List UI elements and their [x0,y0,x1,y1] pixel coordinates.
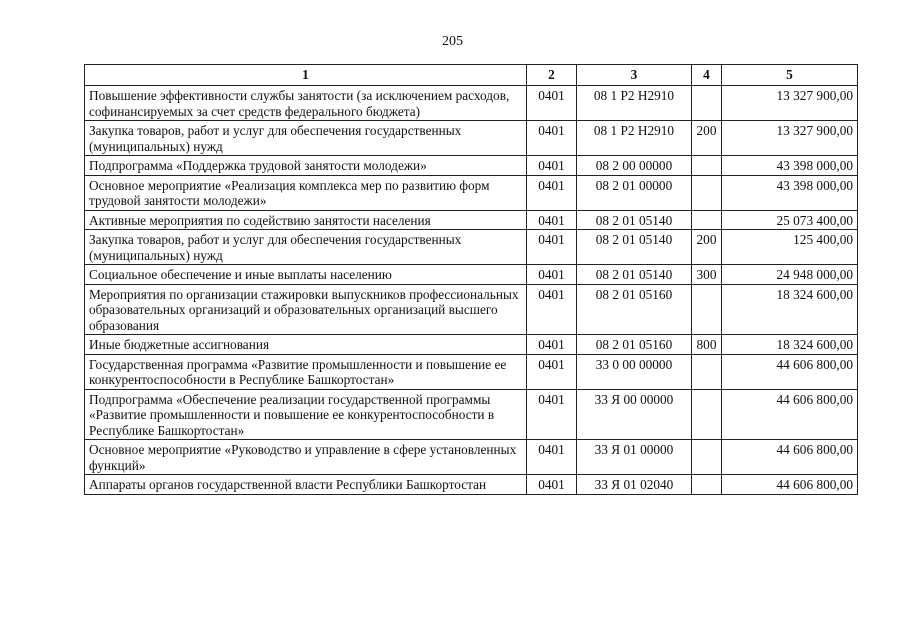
row-section-code-cell: 0401 [527,265,577,285]
table-header-row [85,65,858,86]
row-target-article-cell: 08 2 01 05140 [577,265,692,285]
row-target-article-cell: 08 1 P2 H2910 [577,86,692,121]
table-row [85,175,858,210]
row-section-code-cell: 0401 [527,175,577,210]
row-section-code-cell: 0401 [527,284,577,335]
row-section-code-cell: 0401 [527,440,577,475]
column-header-3: 3 [577,65,692,86]
table-body [85,86,858,495]
row-amount-cell: 44 606 800,00 [722,475,858,495]
row-name-cell: Иные бюджетные ассигнования [85,335,527,355]
row-name-cell: Государственная программа «Развитие промышленности и повышение ее конкурентоспособности в Республике Башкортостан» [85,354,527,389]
row-section-code-cell: 0401 [527,389,577,440]
table-row [85,440,858,475]
table-row [85,335,858,355]
column-header-4: 4 [692,65,722,86]
row-target-article-cell: 08 2 01 05140 [577,210,692,230]
row-amount-cell: 44 606 800,00 [722,440,858,475]
row-amount-cell: 43 398 000,00 [722,175,858,210]
row-target-article-cell: 08 2 01 05140 [577,230,692,265]
row-amount-cell: 44 606 800,00 [722,389,858,440]
row-target-article-cell: 33 0 00 00000 [577,354,692,389]
row-name-cell: Аппараты органов государственной власти Республики Башкортостан [85,475,527,495]
row-expense-type-cell [692,475,722,495]
table-row [85,265,858,285]
table-row [85,210,858,230]
row-expense-type-cell [692,354,722,389]
row-section-code-cell: 0401 [527,475,577,495]
row-amount-cell: 125 400,00 [722,230,858,265]
row-name-cell: Мероприятия по организации стажировки выпускников профессиональных образовательных организаций и образовательных организаций высшего образования [85,284,527,335]
row-name-cell: Подпрограмма «Поддержка трудовой занятости молодежи» [85,156,527,176]
row-name-cell: Основное мероприятие «Реализация комплекса мер по развитию форм трудовой занятости молодежи» [85,175,527,210]
table-row [85,156,858,176]
row-amount-cell: 18 324 600,00 [722,335,858,355]
row-target-article-cell: 33 Я 00 00000 [577,389,692,440]
row-name-cell: Активные мероприятия по содействию занятости населения [85,210,527,230]
row-name-cell: Подпрограмма «Обеспечение реализации государственной программы «Развитие промышленности и повышение ее конкурентоспособности в Республике Башкортостан» [85,389,527,440]
row-expense-type-cell [692,156,722,176]
row-target-article-cell: 08 2 01 05160 [577,335,692,355]
row-expense-type-cell [692,175,722,210]
row-section-code-cell: 0401 [527,121,577,156]
row-name-cell: Основное мероприятие «Руководство и управление в сфере установленных функций» [85,440,527,475]
row-name-cell: Закупка товаров, работ и услуг для обеспечения государственных (муниципальных) нужд [85,121,527,156]
row-expense-type-cell: 200 [692,230,722,265]
row-name-cell: Социальное обеспечение и иные выплаты населению [85,265,527,285]
column-header-1: 1 [85,65,527,86]
row-target-article-cell: 08 1 P2 H2910 [577,121,692,156]
table-row [85,389,858,440]
row-amount-cell: 44 606 800,00 [722,354,858,389]
row-expense-type-cell [692,440,722,475]
row-target-article-cell: 08 2 01 00000 [577,175,692,210]
row-section-code-cell: 0401 [527,335,577,355]
row-amount-cell: 43 398 000,00 [722,156,858,176]
row-name-cell: Повышение эффективности службы занятости (за исключением расходов, софинансируемых за счет средств федерального бюджета) [85,86,527,121]
table-row [85,121,858,156]
table-row [85,86,858,121]
row-expense-type-cell: 800 [692,335,722,355]
row-name-cell: Закупка товаров, работ и услуг для обеспечения государственных (муниципальных) нужд [85,230,527,265]
row-amount-cell: 18 324 600,00 [722,284,858,335]
row-section-code-cell: 0401 [527,86,577,121]
row-amount-cell: 25 073 400,00 [722,210,858,230]
row-section-code-cell: 0401 [527,354,577,389]
row-expense-type-cell [692,389,722,440]
row-amount-cell: 13 327 900,00 [722,121,858,156]
table-row [85,230,858,265]
row-amount-cell: 24 948 000,00 [722,265,858,285]
row-target-article-cell: 33 Я 01 00000 [577,440,692,475]
column-header-5: 5 [722,65,858,86]
row-section-code-cell: 0401 [527,230,577,265]
row-section-code-cell: 0401 [527,156,577,176]
table-row [85,354,858,389]
table-row [85,284,858,335]
row-expense-type-cell [692,210,722,230]
row-target-article-cell: 08 2 00 00000 [577,156,692,176]
row-expense-type-cell [692,284,722,335]
table-row [85,475,858,495]
row-section-code-cell: 0401 [527,210,577,230]
page-number: 205 [442,34,463,49]
row-expense-type-cell [692,86,722,121]
row-amount-cell: 13 327 900,00 [722,86,858,121]
budget-table [84,64,858,495]
row-target-article-cell: 33 Я 01 02040 [577,475,692,495]
row-target-article-cell: 08 2 01 05160 [577,284,692,335]
row-expense-type-cell: 300 [692,265,722,285]
row-expense-type-cell: 200 [692,121,722,156]
column-header-2: 2 [527,65,577,86]
